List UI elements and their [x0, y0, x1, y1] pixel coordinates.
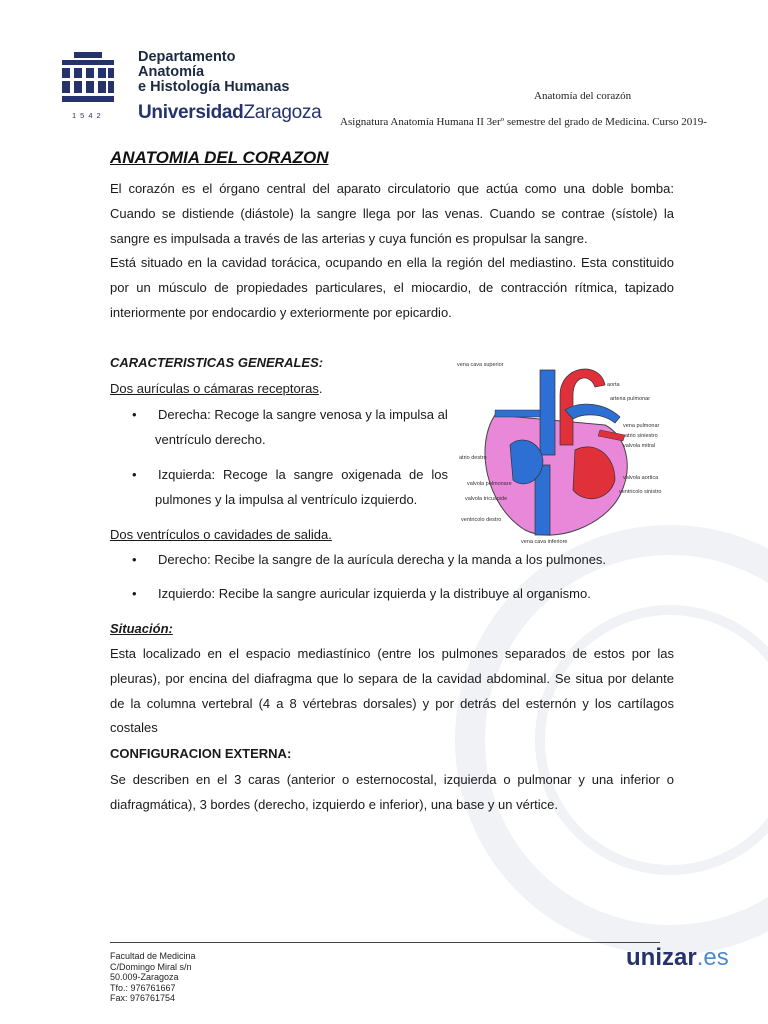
label-valvola-mitral: valvola mitral	[623, 443, 656, 449]
footer-line-4: Tfo.: 976761667	[110, 982, 176, 993]
bullet-marker: •	[132, 407, 137, 422]
university-logo-icon	[60, 50, 116, 110]
bullet-marker: •	[132, 552, 137, 567]
university-name	[138, 102, 321, 124]
label-vena-pulmonar: vena pulmonar	[623, 423, 660, 429]
logo-year: 1542	[72, 111, 105, 120]
auricula-derecha-line2: ventrículo derecho.	[155, 432, 266, 447]
label-vena-cava-inferiore: vena cava inferiore	[521, 539, 568, 545]
situacion-heading: Situación:	[110, 621, 173, 636]
doc-header-course: Asignatura Anatomía Humana II 3erº semestre del grado de Medicina. Curso 2019-	[340, 116, 707, 128]
label-valvola-aortica: valvola aortica	[623, 475, 659, 481]
ventriculo-izquierdo: Izquierdo: Recibe la sangre auricular izquierda y la distribuye al organismo.	[158, 586, 591, 601]
dept-line-3: e Histología Humanas	[138, 79, 290, 95]
label-atrio-destro: atrio destro	[459, 455, 487, 461]
department-name	[138, 50, 289, 95]
footer-address	[110, 951, 196, 1004]
unizar-brand-suffix: .es	[696, 944, 729, 971]
footer-line-2: C/Domingo Miral s/n	[110, 961, 192, 972]
bullet-marker: •	[132, 467, 137, 482]
label-ventricolo-destro: ventricolo destro	[461, 517, 502, 523]
label-arteria-pulmonar: arteria pulmonar	[610, 396, 651, 402]
footer-divider	[110, 942, 660, 943]
unizar-brand: unizar	[626, 944, 697, 971]
label-ventricolo-sinistro: ventricolo sinistro	[619, 489, 662, 495]
label-valvola-tricuspide: valvola tricuspide	[465, 496, 508, 502]
label-aorta: aorta	[607, 382, 620, 388]
auriculas-heading-text: Dos aurículas o cámaras receptoras	[110, 381, 319, 396]
configuracion-heading: CONFIGURACION EXTERNA:	[110, 746, 292, 761]
doc-header-title: Anatomía del corazón	[534, 90, 632, 102]
unizar-logo	[626, 944, 729, 972]
intro-paragraph-1: El corazón es el órgano central del aparato circulatorio que actúa como una doble bomba: Cuando se distiende (diástole) la sangre llega por las venas. Cuando se contrae (sístole) la sangre es impulsada a través de las arterias y cuya función es propulsar la sangre.	[110, 181, 674, 246]
label-atrio-siniestro: atrio siniestro	[625, 433, 658, 439]
auricula-izquierda-line1: Izquierda: Recoge la sangre oxigenada de los	[158, 467, 448, 482]
auricula-izquierda-line2: pulmones y la impulsa al ventrículo izquierdo.	[155, 492, 418, 507]
footer-line-3: 50.009-Zaragoza	[110, 972, 179, 982]
footer-line-1: Facultad de Medicina	[110, 951, 196, 961]
caracteristicas-heading: CARACTERISTICAS GENERALES:	[110, 355, 324, 370]
ventriculo-derecho: Derecho: Recibe la sangre de la aurícula derecha y la manda a los pulmones.	[158, 552, 607, 567]
label-vena-cava-superior: vena cava superior	[457, 362, 504, 368]
configuracion-text: Se describen en el 3 caras (anterior o esternocostal, izquierda o pulmonar y una inferior o diafragmática), 3 bordes (derecho, izquierdo e inferior), una base y un vértice.	[110, 772, 674, 812]
auriculas-heading	[110, 381, 322, 396]
bullet-marker: •	[132, 586, 137, 601]
ventriculos-heading: Dos ventrículos o cavidades de salida.	[110, 527, 332, 542]
dept-line-1: Departamento	[138, 49, 236, 65]
intro-paragraph-2: Está situado en la cavidad torácica, ocupando en ella la región del mediastino. Esta constituido por un músculo de propiedades particulares, el miocardio, de contracción rítmica, tapizado interiormente por endocardio y exteriormente por epicardio.	[110, 255, 674, 320]
page-title: ANATOMIA DEL CORAZON	[110, 148, 329, 167]
footer-line-5: Fax: 976761754	[110, 993, 176, 1003]
dept-line-2: Anatomía	[138, 64, 205, 80]
heart-diagram-image	[455, 355, 675, 545]
univ-light: Zaragoza	[243, 102, 322, 123]
label-valvola-polmonare: valvola polmonare	[467, 481, 512, 487]
auricula-derecha-line1: Derecha: Recoge la sangre venosa y la impulsa al	[158, 407, 448, 422]
situacion-text: Esta localizado en el espacio mediastínico (entre los pulmones separados de estos por las pleuras), por encina del diafragma que lo separa de la cavidad abdominal. Se situa por delante de la columna vertebral (4 a 8 vértebras dorsales) y por detrás del esternón y los cartílagos costales	[110, 646, 674, 736]
auriculas-heading-punct: .	[318, 381, 323, 396]
univ-bold: Universidad	[138, 102, 244, 123]
